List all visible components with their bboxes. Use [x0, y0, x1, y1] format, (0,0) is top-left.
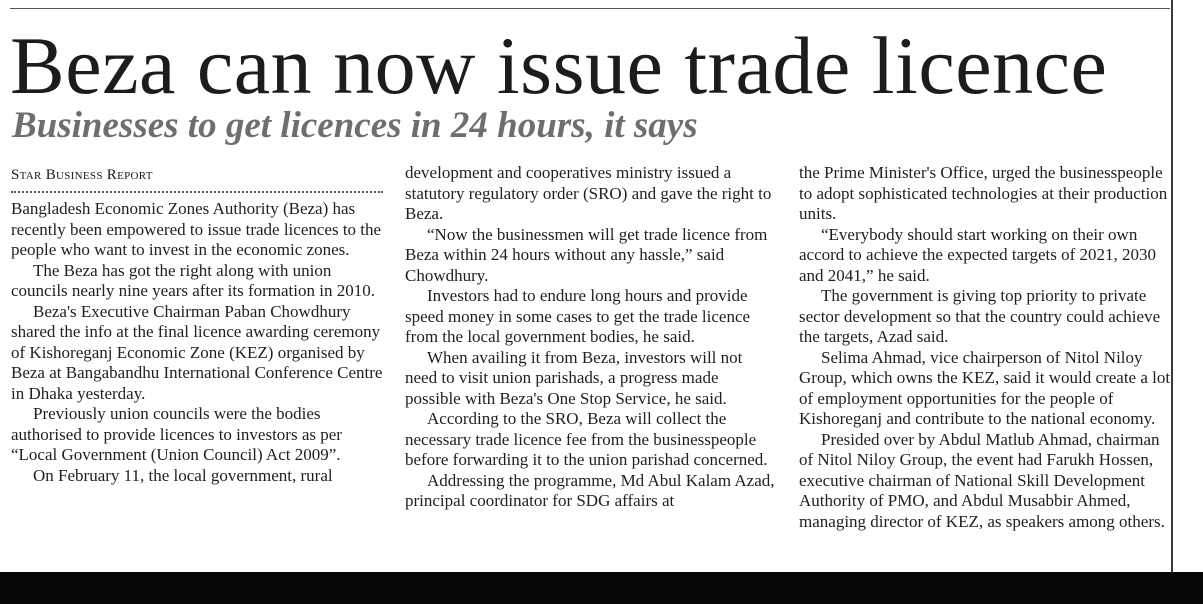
article-paragraph: According to the SRO, Beza will collect the necessary trade licence fee from the businesspeople before forwarding it to the union parishad concerned.	[405, 409, 768, 469]
article-paragraph: development and cooperatives ministry issued a statutory regulatory order (SRO) and gave the right to Beza.	[405, 163, 772, 223]
headline: Beza can now issue trade licence	[10, 20, 1108, 111]
article-paragraph: Selima Ahmad, vice chairperson of Nitol Niloy Group, which owns the KEZ, said it would create a lot of employment opportunities for the people of Kishoreganj and contribute to the national economy.	[799, 347, 1171, 428]
article-column-2	[405, 163, 778, 573]
article-paragraph: “Now the businessmen will get trade licence from Beza within 24 hours without any hassle,” said Chowdhury.	[405, 224, 768, 285]
article-paragraph: The Beza has got the right along with union councils nearly nine years after its formation in 2010.	[11, 260, 375, 300]
article-paragraph: “Everybody should start working on their own accord to achieve the expected targets of 2021, 2030 and 2041,” he said.	[799, 224, 1157, 285]
subheadline: Businesses to get licences in 24 hours, it says	[12, 105, 698, 146]
article-paragraph: Presided over by Abdul Matlub Ahmad, chairman of Nitol Niloy Group, the event had Farukh Hossen, executive chairman of National Skill Development Authority of PMO, and Abdul Musabbir Ahmed, managing director of KEZ, as speakers among others.	[799, 429, 1165, 531]
article-paragraph: The government is giving top priority to private sector development so that the country could achieve the targets, Azad said.	[799, 286, 1161, 346]
top-rule	[10, 8, 1170, 9]
article-column-3	[799, 163, 1172, 573]
byline-divider	[11, 191, 383, 193]
bottom-dark-band	[0, 572, 1203, 604]
byline: Star Business Report	[11, 167, 153, 183]
article-column-1	[11, 163, 383, 573]
article-paragraph: Investors had to endure long hours and provide speed money in some cases to get the trade licence from the local government bodies, he said.	[405, 286, 751, 346]
article-paragraph: Bangladesh Economic Zones Authority (Beza) has recently been empowered to issue trade licences to the people who want to invest in the economic zones.	[11, 199, 382, 259]
article-paragraph: When availing it from Beza, investors will not need to visit union parishads, a progress made possible with Beza's One Stop Service, he said.	[405, 347, 743, 408]
article-paragraph: On February 11, the local government, rural	[33, 465, 333, 485]
article-paragraph: Addressing the programme, Md Abul Kalam Azad, principal coordinator for SDG affairs at	[405, 470, 775, 510]
article-paragraph: Previously union councils were the bodies authorised to provide licences to investors as per “Local Government (Union Council) Act 2009”.	[11, 404, 342, 464]
article-paragraph: the Prime Minister's Office, urged the businesspeople to adopt sophisticated technologies at their production units.	[799, 163, 1168, 223]
article-paragraph: Beza's Executive Chairman Paban Chowdhury shared the info at the final licence awarding ceremony of Kishoreganj Economic Zone (KEZ) organised by Beza at Bangabandhu International Conference Centre in Dhaka yesterday.	[11, 301, 383, 403]
